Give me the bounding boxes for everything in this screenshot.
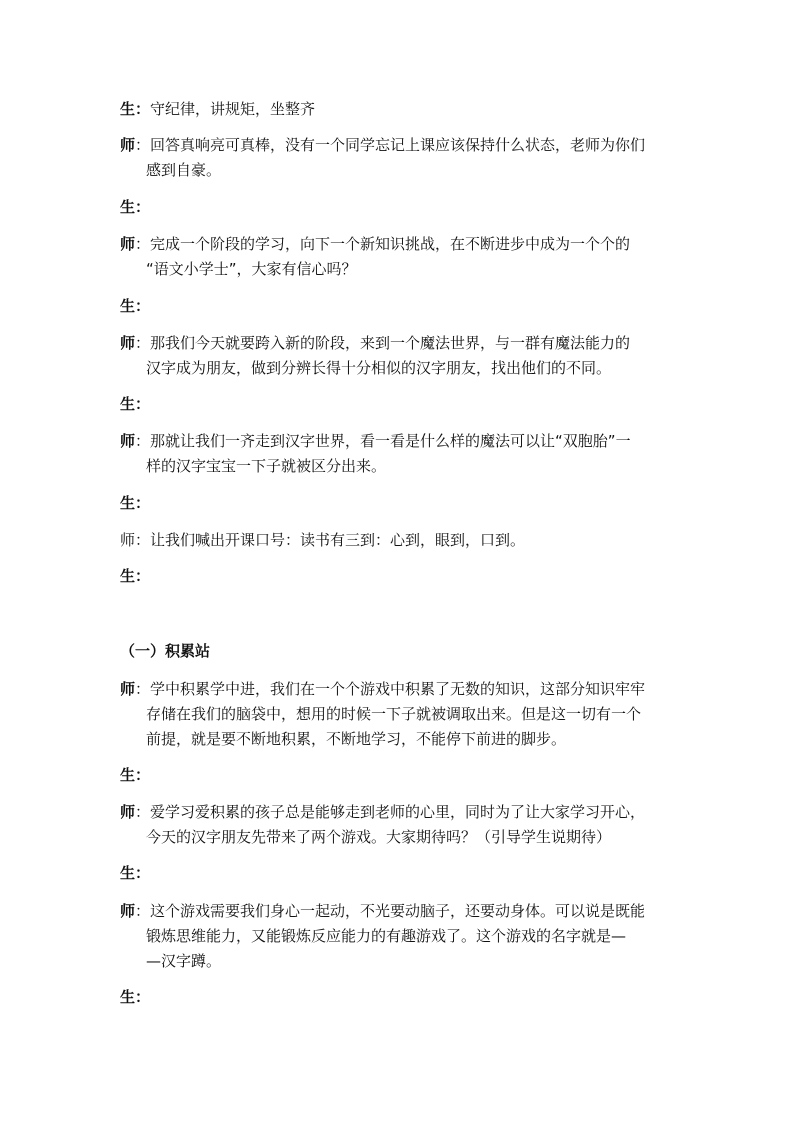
student-line-1 (120, 97, 680, 122)
speaker-teacher: 师 (120, 680, 136, 698)
speaker-teacher: 师 (120, 334, 136, 352)
teacher-line-8: 师：这个游戏需要我们身心一起动，不光要动脑子，还要动身体。可以说是既能 锻炼思维能力，又能锻炼反应能力的有趣游戏了。这个游戏的名字就是— —汉字蹲。 (120, 902, 646, 970)
speaker-student: 生： (120, 567, 151, 585)
student-line-5 (120, 491, 680, 516)
teacher-line-6: 师：学中积累学中进，我们在一个个游戏中积累了无数的知识，这部分知识牢牢 存储在我们的脑袋中，想用的时候一下子就被调取出来。但是这一切有一个 前提，就是要不断地积累，不断地学习，不能停下前进的脚步。 (120, 680, 646, 748)
teacher-line-1: 师：回答真响亮可真棒，没有一个同学忘记上课应该保持什么状态，老师为你们 感到自豪。 (120, 136, 646, 179)
student-line-6 (120, 564, 680, 589)
speaker-student: 生： (120, 297, 151, 315)
speaker-teacher: 师 (120, 803, 136, 821)
student-line-8 (120, 861, 680, 886)
speaker-student: 生： (120, 988, 151, 1006)
teacher-line-5: 师：让我们喊出开课口号：读书有三到：心到，眼到，口到。 (120, 531, 526, 549)
student-line-3 (120, 294, 680, 319)
student-line-7 (120, 763, 680, 788)
speaker-teacher: 师 (120, 136, 136, 154)
student-line-4 (120, 392, 680, 417)
section-heading: （一）积累站 (120, 642, 211, 660)
speaker-student: 生： (120, 494, 151, 512)
speaker-teacher: 师 (120, 432, 136, 450)
teacher-line-7: 师：爱学习爱积累的孩子总是能够走到老师的心里，同时为了让大家学习开心， 今天的汉字朋友先带来了两个游戏。大家期待吗？（引导学生说期待） (120, 803, 646, 846)
teacher-line-4: 师：那就让我们一齐走到汉字世界，看一看是什么样的魔法可以让“双胞胎”一 样的汉字宝宝一下子就被区分出来。 (120, 432, 631, 475)
speaker-teacher: 师 (120, 235, 136, 253)
speaker-student: 生： (120, 766, 151, 784)
speaker-student: 生： (120, 198, 151, 216)
speaker-student: 生： (120, 395, 151, 413)
student-line-2 (120, 195, 680, 220)
speaker-student: 生： (120, 864, 151, 882)
teacher-line-3: 师：那我们今天就要跨入新的阶段，来到一个魔法世界，与一群有魔法能力的 汉字成为朋友，做到分辨长得十分相似的汉字朋友，找出他们的不同。 (120, 334, 631, 377)
teacher-line-2: 师：完成一个阶段的学习，向下一个新知识挑战，在不断进步中成为一个个的 “语文小学士”，大家有信心吗？ (120, 235, 631, 278)
speaker-teacher: 师 (120, 902, 136, 920)
speaker-student: 生： (120, 100, 151, 118)
speaker-teacher-plain: 师： (120, 531, 151, 549)
student-line-9 (120, 985, 680, 1010)
student-text: 守纪律，讲规矩，坐整齐 (150, 100, 316, 118)
